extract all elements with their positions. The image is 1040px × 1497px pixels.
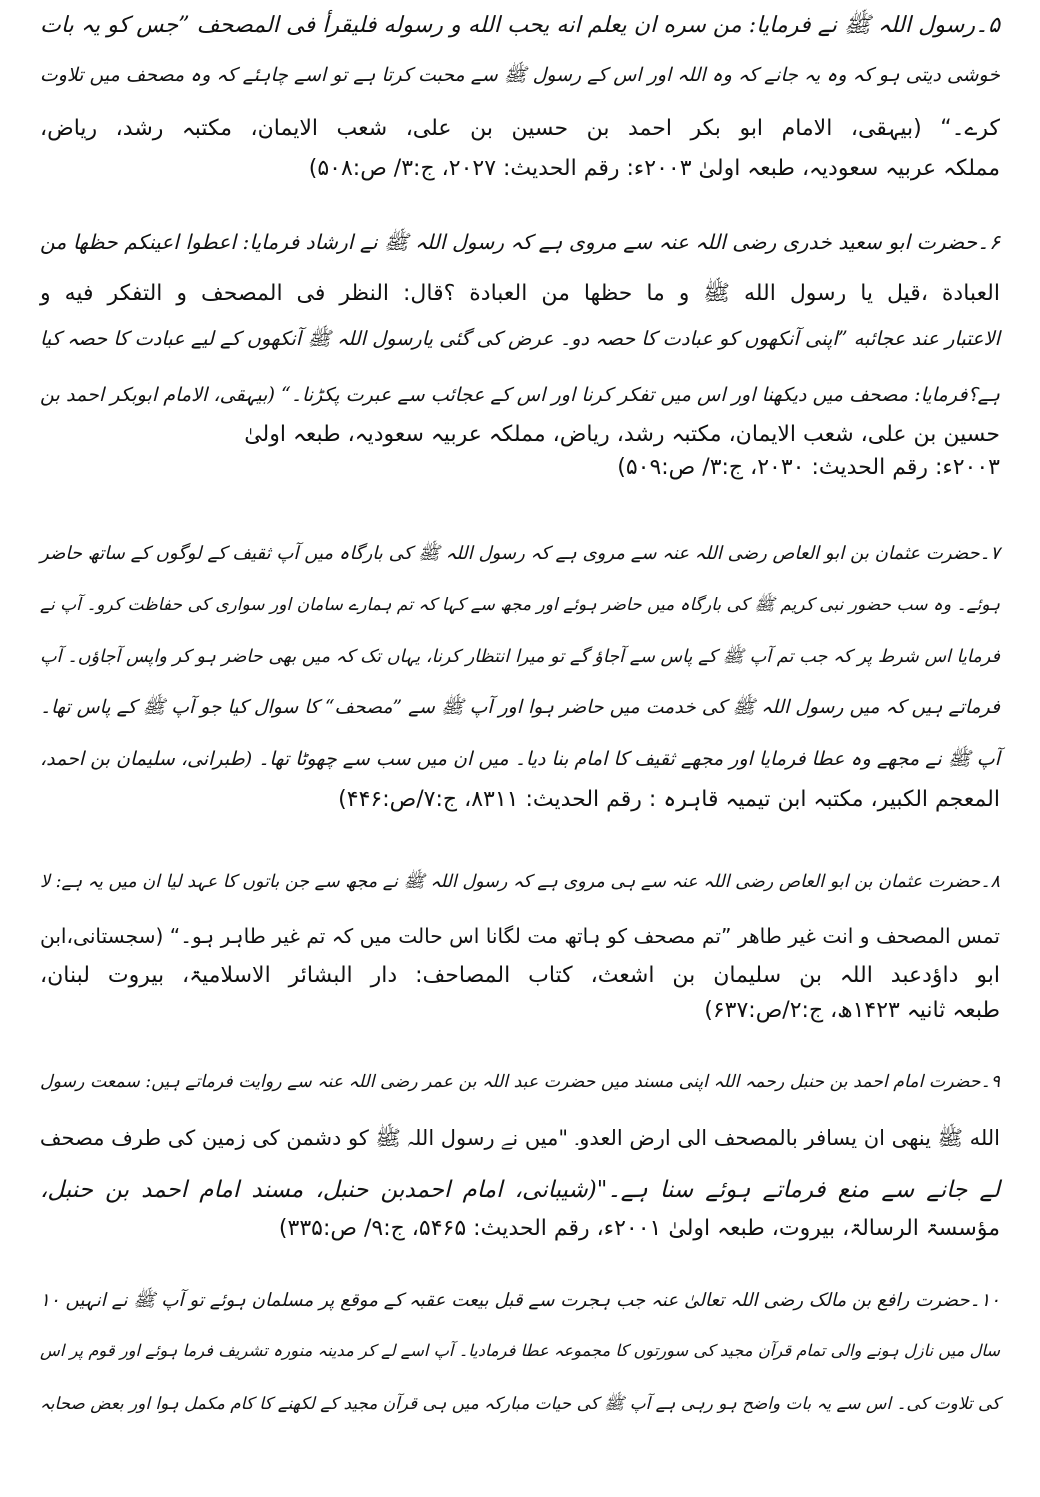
citation-line: ۲۰۰۳ء: رقم الحدیث: ۲۰۳۰، ج:۳/ ص:۵۰۹) [617,455,1000,480]
text-line: ہوئے۔ وہ سب حضور نبی کریم ﷺ کی بارگاہ میں حاضر ہوئے اور مجھ سے کہا کہ تم ہمارے سامان اور سواری کی حفاظت کرو۔ آپ نے [40,595,1000,615]
text-line: العبادة ،قيل يا رسول الله ﷺ و ما حظها من العبادة ؟قال: النظر فى المصحف و التفكر فيه و [40,281,1000,306]
text-line: لے جانے سے منع فرماتے ہوئے سنا ہے۔"(شیبانی، امام احمدبن حنبل، مسند امام احمد بن حنبل، [40,1177,1000,1203]
text-line: ۹۔حضرت امام احمد بن حنبل رحمہ اللہ اپنی مسند میں حضرت عبد اللہ بن عمر رضی اللہ عنہ سے روایت فرماتے ہیں: سمعت رسول [40,1072,1000,1092]
text-line: ۱۰۔حضرت رافع بن مالک رضی اللہ تعالیٰ عنہ جب ہجرت سے قبل بیعت عقبہ کے موقع پر مسلمان ہوئے تو آپ ﷺ نے انہیں ۱۰ [40,1290,1000,1311]
text-line: خوشی دیتی ہو کہ وہ یہ جانے کہ وہ اللہ اور اس کے رسول ﷺ سے محبت کرتا ہے تو اسے چاہئے کہ وہ مصحف میں تلاوت [39,64,1000,86]
citation-line: کرے۔“ (بیہقی، الامام ابو بکر احمد بن حسین بن علی، شعب الایمان، مکتبہ رشد، ریاض، [40,116,1000,141]
citation-line: المعجم الکبیر، مکتبہ ابن تیمیہ قاہرہ : رقم الحدیث: ۸۳۱۱، ج:۷/ص:۴۴۶) [338,787,1000,812]
text-line: ۷۔حضرت عثمان بن ابو العاص رضی اللہ عنہ سے مروی ہے کہ رسول اللہ ﷺ کی بارگاہ میں آپ ثقیف کے لوگوں کے ساتھ حاضر [40,543,1000,564]
text-line: آپ ﷺ نے مجھے وہ عطا فرمایا اور مجھے ثقیف کا امام بنا دیا۔ میں ان میں سب سے چھوٹا تھا۔ (طبرانی، سلیمان بن احمد، [40,748,1000,770]
citation-line: ابو داؤدعبد اللہ بن سلیمان بن اشعث، کتاب المصاحف: دار البشائر الاسلامیۃ، بیروت لبنان، [40,963,1000,988]
text-line: الله ﷺ ينهى ان يسافر بالمصحف الى ارض العدو۔ "میں نے رسول اللہ ﷺ کو دشمن کی زمین کی طرف مصحف [39,1126,1000,1150]
text-line: سال میں نازل ہونے والی تمام قرآن مجید کی سورتوں کا مجموعہ عطا فرمادیا۔ آپ اسے لے کر مدینہ منورہ تشریف فرما ہوئے اور قوم پر اس [40,1341,1000,1360]
citation-line: حسین بن علی، شعب الایمان، مکتبہ رشد، ریاض، مملکہ عربیہ سعودیہ، طبعہ اولیٰ [244,422,1000,447]
citation-line: مؤسسۃ الرسالۃ، بیروت، طبعہ اولیٰ ۲۰۰۱ء، رقم الحدیث: ۵۴۶۵، ج:۹/ ص:۳۳۵) [278,1216,1000,1241]
citation-line: طبعہ ثانیہ ۱۴۲۳ھ، ج:۲/ص:۶۳۷) [704,998,1000,1023]
text-line: ۸۔حضرت عثمان بن ابو العاص رضی اللہ عنہ سے ہی مروی ہے کہ رسول اللہ ﷺ نے مجھ سے جن باتوں کا عہد لیا ان میں یہ ہے: لا [40,872,1000,892]
text-line: تمس المصحف و انت غير طاهر ”تم مصحف کو ہاتھ مت لگانا اس حالت میں کہ تم غیر طاہر ہو۔“ (سجستانی،ابن [40,924,1000,948]
text-line: فرمایا اس شرط پر کہ جب تم آپ ﷺ کے پاس سے آجاؤ گے تو میرا انتظار کرنا، یہاں تک کہ میں بھی حاضر ہو کر واپس آجاؤں۔ آپ [40,647,1000,667]
text-line: فرماتے ہیں کہ میں رسول اللہ ﷺ کی خدمت میں حاضر ہوا اور آپ ﷺ سے ”مصحف“ کا سوال کیا جو آپ ﷺ کے پاس تھا۔ [40,697,1000,718]
citation-line: مملکہ عربیہ سعودیہ، طبعہ اولیٰ ۲۰۰۳ء: رقم الحدیث: ۲۰۲۷، ج:۳/ ص:۵۰۸) [308,156,1000,181]
text-line: ۶۔حضرت ابو سعید خدری رضی اللہ عنہ سے مروی ہے کہ رسول اللہ ﷺ نے ارشاد فرمایا: اعطوا اعينكم حظها من [40,230,1000,254]
text-line: ۵۔رسول اللہ ﷺ نے فرمایا: من سره ان يعلم انه يحب الله و رسوله فليقرأ فى المصحف ”جس کو یہ بات [40,12,1000,38]
text-line: ہے؟فرمایا: مصحف میں دیکھنا اور اس میں تفکر کرنا اور اس کے عجائب سے عبرت پکڑنا۔“ (بیہقی، الامام ابوبکر احمد بن [40,383,1000,406]
text-line: الاعتبار عند عجائبه ”اپنی آنکھوں کو عبادت کا حصہ دو۔ عرض کی گئی یارسول اللہ ﷺ آنکھوں کے لیے عبادت کا حصہ کیا [40,327,1000,350]
text-line: کی تلاوت کی۔ اس سے یہ بات واضح ہو رہی ہے آپ ﷺ کی حیات مبارکہ میں ہی قرآن مجید کے لکھنے کا کام مکمل ہوا اور بعض صحابہ [40,1393,1000,1413]
